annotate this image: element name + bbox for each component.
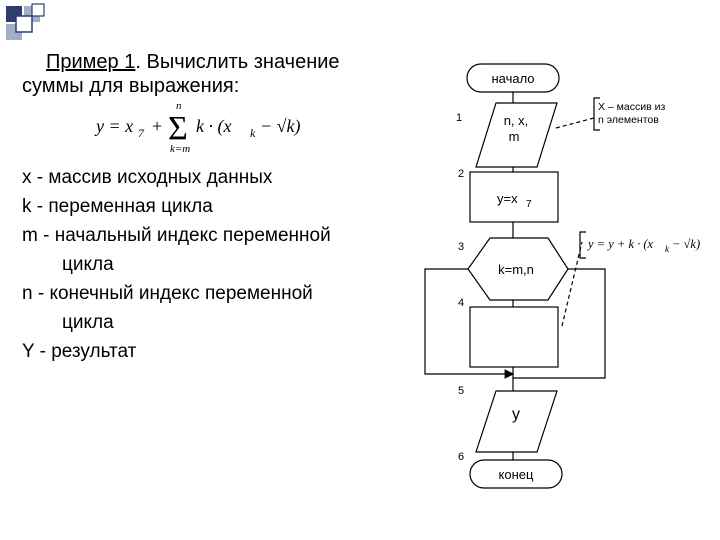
loop-body-block bbox=[470, 307, 558, 367]
assign-subscript: 7 bbox=[526, 199, 532, 210]
step-number: 6 bbox=[458, 451, 465, 463]
note-line-2: n элементов bbox=[598, 114, 659, 126]
problem-heading: Пример 1 bbox=[46, 51, 136, 73]
loop-label: k=m,n bbox=[498, 262, 534, 277]
formula-plus: + bbox=[152, 116, 163, 136]
step-number: 4 bbox=[458, 297, 465, 309]
step-number: 2 bbox=[458, 168, 465, 180]
loop-body-formula: y = y + k · (x bbox=[588, 237, 654, 251]
end-label: конец bbox=[498, 467, 534, 482]
formula-sum-bottom: k=m bbox=[170, 143, 191, 155]
start-label: начало bbox=[491, 71, 535, 86]
formula-sum-top: n bbox=[176, 100, 182, 112]
output-label: y bbox=[512, 406, 520, 423]
loop-body-tail: − √k) bbox=[672, 237, 701, 251]
problem-title-rest: . Вычислить значение bbox=[135, 51, 340, 73]
legend-item: n - конечный индекс переменной bbox=[22, 283, 313, 304]
body-note-dashed-line bbox=[562, 242, 582, 326]
formula-minus-sqrt: − √k) bbox=[260, 116, 301, 136]
note-dashed-line bbox=[556, 118, 594, 128]
problem-title-line2: суммы для выражения: bbox=[22, 75, 240, 97]
legend-item-cont: цикла bbox=[62, 254, 114, 275]
body-note-bracket bbox=[580, 232, 586, 258]
legend-item-cont: цикла bbox=[62, 312, 114, 333]
step-number: 1 bbox=[456, 112, 463, 124]
formula-body: k · (x bbox=[196, 116, 232, 136]
formula-sub-k: k bbox=[250, 126, 256, 140]
formula-lhs: y = x bbox=[96, 116, 134, 136]
legend-item: x - массив исходных данных bbox=[22, 167, 273, 188]
assign-label: y=x bbox=[497, 191, 518, 206]
input-label-2: m bbox=[508, 129, 520, 144]
step-number: 5 bbox=[458, 385, 465, 397]
legend-item: m - начальный индекс переменной bbox=[22, 225, 331, 246]
formula-sub7: 7 bbox=[138, 126, 144, 140]
step-number: 3 bbox=[458, 241, 465, 253]
loop-body-subscript: k bbox=[665, 244, 669, 254]
sigma-symbol: Σ bbox=[168, 110, 188, 147]
input-label-1: n, x, bbox=[503, 113, 529, 128]
legend-item: k - переменная цикла bbox=[22, 196, 213, 217]
legend-item: Y - результат bbox=[22, 341, 137, 362]
note-line-1: X – массив из bbox=[598, 101, 666, 113]
